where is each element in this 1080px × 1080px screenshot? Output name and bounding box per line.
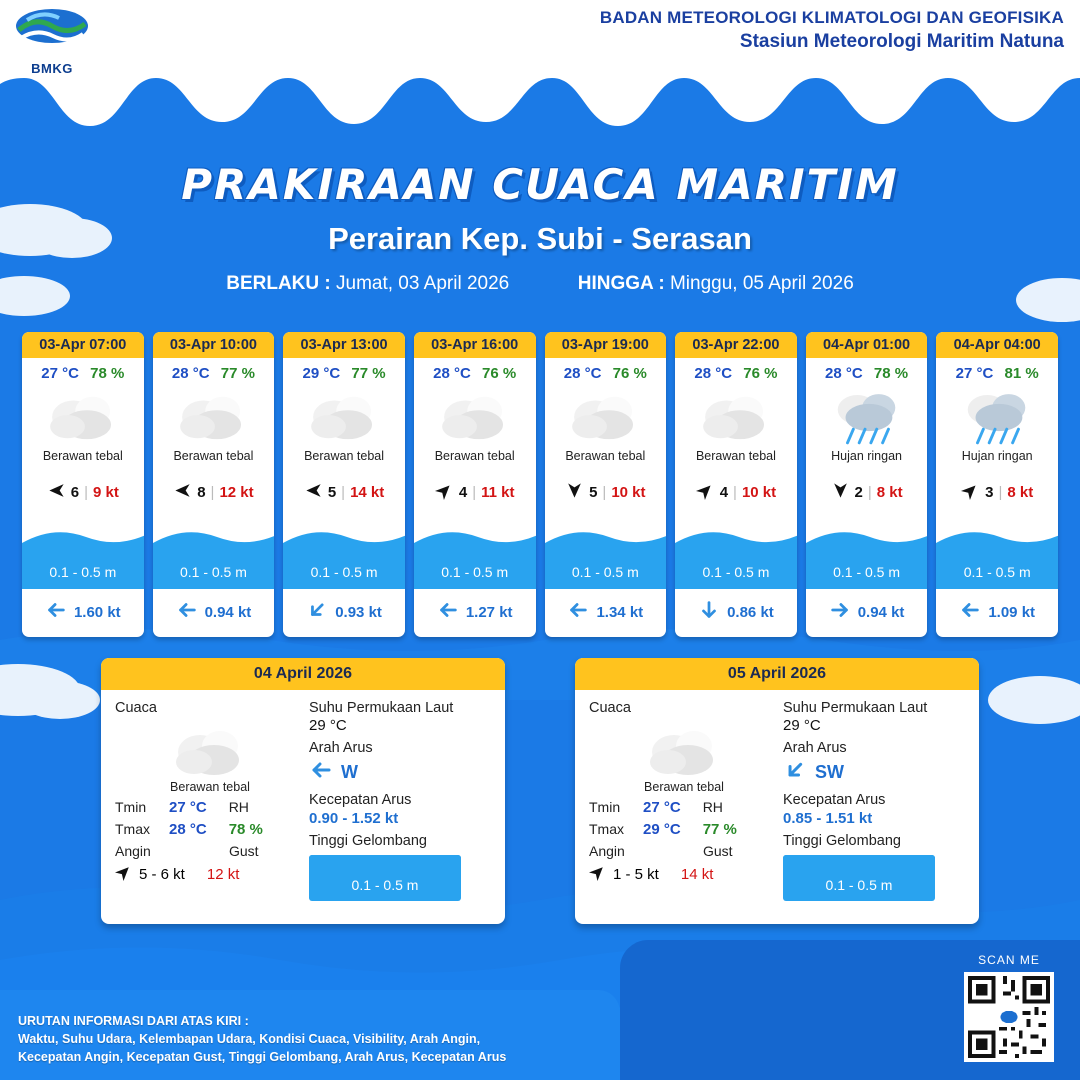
valid-from-label: BERLAKU : [226, 273, 331, 294]
wind-direction-arrow [435, 481, 454, 504]
hourly-card [283, 332, 405, 637]
hourly-wind-value: 4 [458, 484, 468, 501]
wave-shape [414, 529, 536, 547]
current-arrow-icon [437, 599, 459, 621]
hourly-wave-height: 0.1 - 0.5 m [179, 564, 247, 580]
hourly-wind-value: 3 [985, 484, 994, 501]
cloud-overcast-icon [644, 722, 724, 780]
hourly-condition: Berawan tebal [434, 449, 515, 463]
hourly-current [414, 595, 536, 629]
wave-shape [675, 529, 797, 547]
header-line2: Stasiun Meteorologi Maritim Natuna [739, 31, 1064, 52]
hourly-temperature: 28 °C [563, 365, 602, 382]
hourly-card [936, 332, 1058, 637]
page-header [0, 0, 1080, 92]
hourly-current [22, 595, 144, 629]
hourly-humidity: 77 % [220, 365, 255, 382]
hourly-wind: 4 | 11 kt [414, 481, 536, 504]
daily-wind-value: 1 - 5 kt [613, 865, 659, 883]
hourly-humidity: 78 % [873, 365, 909, 382]
wind-direction-arrow [565, 481, 584, 504]
daily-wind-label: Angin [589, 843, 625, 859]
hourly-temp-row [283, 365, 405, 382]
daily-current-arrow [309, 758, 333, 787]
legend-line3: Kecepatan Angin, Kecepatan Gust, Tinggi Gelombang, Arah Arus, Kecepatan Arus [18, 1049, 507, 1064]
daily-sst-label: Suhu Permukaan Laut [783, 700, 928, 716]
wave-shape [806, 529, 928, 547]
daily-sst-label: Suhu Permukaan Laut [309, 700, 454, 716]
hourly-current-speed: 0.94 kt [204, 603, 252, 621]
hourly-humidity: 81 % [1004, 365, 1039, 382]
hourly-wind: 5 | 14 kt [283, 481, 405, 504]
hourly-wind-value: 4 [719, 484, 729, 501]
current-arrow-icon [45, 599, 67, 621]
hourly-card [675, 332, 797, 637]
current-arrow-icon [698, 599, 720, 621]
hourly-current-speed: 0.86 kt [727, 603, 774, 621]
current-arrow-icon [302, 594, 333, 625]
hourly-card [806, 332, 928, 637]
hourly-weather-icon [283, 385, 405, 447]
daily-condition: Berawan tebal [170, 780, 250, 794]
daily-current-speed-label: Kecepatan Arus [783, 792, 886, 808]
daily-wind-label: Angin [115, 843, 151, 859]
hourly-wind-value: 6 [70, 484, 80, 501]
cloud-overcast-icon [174, 388, 252, 444]
hourly-time: 04-Apr 04:00 [936, 332, 1058, 358]
bmkg-logo-label: BMKG [31, 61, 73, 76]
daily-forecast-card [575, 658, 979, 924]
wave-shape [22, 529, 144, 547]
hourly-current [936, 595, 1058, 629]
daily-tmax-value: 29 °C [643, 821, 681, 838]
daily-current-dir-label: Arah Arus [309, 740, 373, 756]
daily-rh-value: 78 % [228, 821, 263, 838]
hourly-temp-row [22, 365, 144, 382]
hourly-wave [545, 543, 667, 589]
hourly-condition: Berawan tebal [304, 449, 385, 463]
wind-direction-arrow [47, 481, 66, 504]
current-arrow-icon [567, 599, 589, 621]
hourly-wind-value: 8 [197, 484, 206, 501]
hourly-time: 03-Apr 13:00 [283, 332, 405, 358]
hourly-current-speed: 0.94 kt [857, 603, 905, 621]
hourly-condition: Berawan tebal [173, 449, 254, 463]
daily-weather-icon [589, 720, 779, 782]
wind-direction-arrow [831, 481, 850, 504]
hourly-wave-height: 0.1 - 0.5 m [702, 564, 770, 580]
daily-wave-box [309, 855, 461, 901]
hourly-temperature: 28 °C [694, 365, 733, 382]
hourly-temperature: 28 °C [825, 365, 863, 382]
cloud-overcast-icon [566, 388, 644, 444]
hourly-current-speed: 1.27 kt [465, 603, 513, 621]
hourly-condition: Berawan tebal [565, 449, 646, 463]
current-direction-arrow [959, 599, 981, 625]
wind-direction-arrow [173, 481, 192, 504]
daily-sst-value: 29 °C [309, 717, 347, 734]
legend-note [18, 1012, 506, 1066]
daily-forecast-card [101, 658, 505, 924]
hourly-humidity: 78 % [90, 365, 125, 382]
wave-shape [283, 529, 405, 547]
legend-line2: Waktu, Suhu Udara, Kelembapan Udara, Kondisi Cuaca, Visibility, Arah Angin, [18, 1031, 481, 1046]
daily-wave-value: 0.1 - 0.5 m [825, 877, 893, 893]
bmkg-logo [10, 6, 94, 82]
wind-arrow-icon [692, 477, 719, 504]
daily-weather-label: Cuaca [115, 700, 157, 716]
hourly-wind-speed: 14 kt [350, 484, 385, 501]
daily-gust-value: 14 kt [680, 865, 714, 883]
qr-label: SCAN ME [978, 953, 1040, 967]
daily-tmin-label: Tmin [115, 799, 147, 815]
daily-current-dir-label: Arah Arus [783, 740, 847, 756]
wind-arrow-icon [565, 481, 584, 500]
wave-shape [545, 529, 667, 547]
daily-current-speed-value: 0.85 - 1.51 kt [783, 810, 873, 827]
hourly-current-speed: 1.34 kt [596, 603, 644, 621]
hourly-temp-row [936, 365, 1058, 382]
daily-current-dir-value: SW [815, 762, 844, 782]
daily-wave-label: Tinggi Gelombang [309, 833, 427, 849]
wave-shape [309, 855, 461, 859]
hourly-humidity: 76 % [612, 365, 647, 382]
daily-wind-arrow [589, 863, 607, 885]
hourly-weather-icon [936, 385, 1058, 447]
legend-line1: URUTAN INFORMASI DARI ATAS KIRI : [18, 1013, 249, 1028]
header-institution [600, 8, 1064, 53]
hourly-wind-speed: 9 kt [93, 484, 119, 501]
hourly-wind-speed: 8 kt [1007, 484, 1034, 501]
current-direction-arrow [306, 599, 328, 625]
hourly-wave [283, 543, 405, 589]
current-arrow-icon [176, 599, 198, 621]
cloud-overcast-icon [436, 388, 514, 444]
hourly-wind-speed: 10 kt [611, 484, 646, 501]
hourly-card [153, 332, 275, 637]
hourly-card [414, 332, 536, 637]
current-direction-arrow [698, 599, 720, 625]
hourly-weather-icon [675, 385, 797, 447]
daily-current-speed-label: Kecepatan Arus [309, 792, 412, 808]
cloud-overcast-icon [170, 722, 250, 780]
wind-arrow-icon [304, 481, 323, 500]
current-direction-arrow [176, 599, 198, 625]
hourly-condition: Berawan tebal [695, 449, 776, 463]
hourly-temperature: 28 °C [433, 365, 471, 382]
validity-row [0, 273, 1080, 295]
cloud-overcast-icon [697, 388, 775, 444]
valid-to-value: Minggu, 05 April 2026 [669, 273, 854, 294]
wind-arrow-icon [173, 481, 192, 500]
wind-direction-arrow [961, 481, 980, 504]
hourly-humidity: 76 % [743, 365, 778, 382]
hourly-temp-row [806, 365, 928, 382]
daily-current-direction [783, 758, 965, 787]
valid-from-value: Jumat, 03 April 2026 [336, 273, 510, 294]
hourly-temp-row [675, 365, 797, 382]
hourly-wave [936, 543, 1058, 589]
hourly-wave-height: 0.1 - 0.5 m [310, 564, 378, 580]
daily-tmin-label: Tmin [589, 799, 621, 815]
hourly-wave-height: 0.1 - 0.5 m [833, 564, 901, 580]
hourly-wave [675, 543, 797, 589]
hourly-forecast-list [22, 332, 1058, 637]
wind-arrow-icon [957, 477, 984, 504]
wind-direction-arrow [696, 481, 715, 504]
hourly-time: 03-Apr 22:00 [675, 332, 797, 358]
cloud-overcast-icon [44, 388, 122, 444]
hourly-temperature: 27 °C [41, 365, 79, 382]
daily-gust-label: Gust [703, 843, 733, 859]
hourly-condition: Berawan tebal [42, 449, 123, 463]
current-direction-arrow [567, 599, 589, 625]
hourly-wind: 6 | 9 kt [22, 481, 144, 504]
daily-current-dir-value: W [341, 762, 358, 782]
current-direction-arrow [829, 599, 851, 625]
daily-current-direction [309, 758, 491, 787]
hourly-humidity: 76 % [482, 365, 517, 382]
daily-wave-box [783, 855, 935, 901]
hourly-current [806, 595, 928, 629]
wave-shape [936, 529, 1058, 547]
daily-gust-label: Gust [229, 843, 259, 859]
current-arrow-icon [778, 753, 812, 787]
current-arrow-icon [309, 758, 333, 782]
hourly-wave-height: 0.1 - 0.5 m [441, 564, 509, 580]
hourly-weather-icon [545, 385, 667, 447]
rain-light-icon [828, 386, 906, 447]
daily-rh-label: RH [702, 799, 723, 815]
hourly-wave [22, 543, 144, 589]
hourly-humidity: 77 % [351, 365, 386, 382]
hourly-current-speed: 1.60 kt [73, 603, 121, 621]
hourly-time: 04-Apr 01:00 [806, 332, 928, 358]
wind-arrow-icon [585, 859, 610, 884]
hourly-weather-icon [22, 385, 144, 447]
title-block [0, 160, 1080, 295]
daily-wave-value: 0.1 - 0.5 m [351, 877, 419, 893]
current-direction-arrow [437, 599, 459, 625]
wave-shape [153, 529, 275, 547]
page-subtitle: Perairan Kep. Subi - Serasan [328, 221, 752, 256]
daily-gust-value: 12 kt [206, 865, 240, 883]
daily-wind-arrow [115, 863, 133, 885]
hourly-current [283, 595, 405, 629]
valid-to-label: HINGGA : [577, 273, 665, 294]
cloud-overcast-icon [305, 388, 383, 444]
daily-rh-label: RH [228, 799, 249, 815]
hourly-current-speed: 0.93 kt [335, 603, 382, 621]
wind-direction-arrow [304, 481, 323, 504]
hourly-wind-speed: 10 kt [741, 484, 777, 501]
hourly-current [153, 595, 275, 629]
hourly-condition: Hujan ringan [961, 449, 1033, 463]
daily-sst-value: 29 °C [783, 717, 821, 734]
hourly-wind: 5 | 10 kt [545, 481, 667, 504]
hourly-wave [414, 543, 536, 589]
hourly-wind: 2 | 8 kt [806, 481, 928, 504]
daily-wind-value: 5 - 6 kt [139, 865, 185, 883]
hourly-current [675, 595, 797, 629]
hourly-temperature: 27 °C [955, 365, 994, 382]
wind-arrow-icon [47, 481, 66, 500]
hourly-wind: 8 | 12 kt [153, 481, 275, 504]
daily-tmax-label: Tmax [115, 821, 150, 837]
wave-shape [783, 855, 935, 859]
wind-arrow-icon [111, 859, 136, 884]
daily-rh-value: 77 % [702, 821, 737, 838]
hourly-wind: 3 | 8 kt [936, 481, 1058, 504]
hourly-temp-row [414, 365, 536, 382]
hourly-wind-value: 5 [327, 484, 337, 501]
hourly-wave-height: 0.1 - 0.5 m [963, 564, 1031, 580]
hourly-time: 03-Apr 19:00 [545, 332, 667, 358]
header-line1: BADAN METEOROLOGI KLIMATOLOGI DAN GEOFISIKA [599, 8, 1064, 27]
daily-tmax-label: Tmax [589, 821, 624, 837]
hourly-time: 03-Apr 16:00 [414, 332, 536, 358]
rain-light-icon [958, 386, 1036, 447]
hourly-card [545, 332, 667, 637]
current-direction-arrow [45, 599, 67, 625]
hourly-card [22, 332, 144, 637]
page-title: PRAKIRAAN CUACA MARITIM [181, 160, 899, 209]
hourly-wind-speed: 12 kt [219, 484, 254, 501]
hourly-wave [806, 543, 928, 589]
hourly-wave [153, 543, 275, 589]
daily-tmax-value: 28 °C [169, 821, 207, 838]
qr-block[interactable] [964, 953, 1054, 1062]
hourly-wave-height: 0.1 - 0.5 m [571, 564, 639, 580]
current-arrow-icon [829, 599, 851, 621]
daily-tmin-value: 27 °C [643, 799, 681, 816]
hourly-temperature: 29 °C [302, 365, 341, 382]
daily-current-arrow [783, 758, 807, 787]
wind-arrow-icon [831, 481, 850, 500]
hourly-weather-icon [806, 385, 928, 447]
hourly-temperature: 28 °C [171, 365, 210, 382]
qr-code[interactable] [964, 972, 1054, 1062]
hourly-wind: 4 | 10 kt [675, 481, 797, 504]
daily-weather-label: Cuaca [589, 700, 631, 716]
daily-forecast-list [0, 658, 1080, 924]
daily-condition: Berawan tebal [644, 780, 724, 794]
hourly-temp-row [153, 365, 275, 382]
daily-current-speed-value: 0.90 - 1.52 kt [309, 810, 399, 827]
current-arrow-icon [959, 599, 981, 621]
hourly-wind-value: 5 [589, 484, 598, 501]
hourly-wind-value: 2 [854, 484, 863, 501]
daily-wave-label: Tinggi Gelombang [783, 833, 901, 849]
daily-date: 05 April 2026 [575, 658, 979, 690]
hourly-condition: Hujan ringan [831, 449, 902, 463]
hourly-current [545, 595, 667, 629]
daily-weather-icon [115, 720, 305, 782]
daily-date: 04 April 2026 [101, 658, 505, 690]
hourly-wave-height: 0.1 - 0.5 m [49, 564, 117, 580]
hourly-wind-speed: 8 kt [876, 484, 903, 501]
hourly-temp-row [545, 365, 667, 382]
hourly-time: 03-Apr 10:00 [153, 332, 275, 358]
hourly-time: 03-Apr 07:00 [22, 332, 144, 358]
hourly-current-speed: 1.09 kt [988, 603, 1036, 621]
hourly-wind-speed: 11 kt [481, 484, 515, 501]
wind-arrow-icon [431, 477, 458, 504]
hourly-weather-icon [153, 385, 275, 447]
hourly-weather-icon [414, 385, 536, 447]
daily-tmin-value: 27 °C [169, 799, 207, 816]
